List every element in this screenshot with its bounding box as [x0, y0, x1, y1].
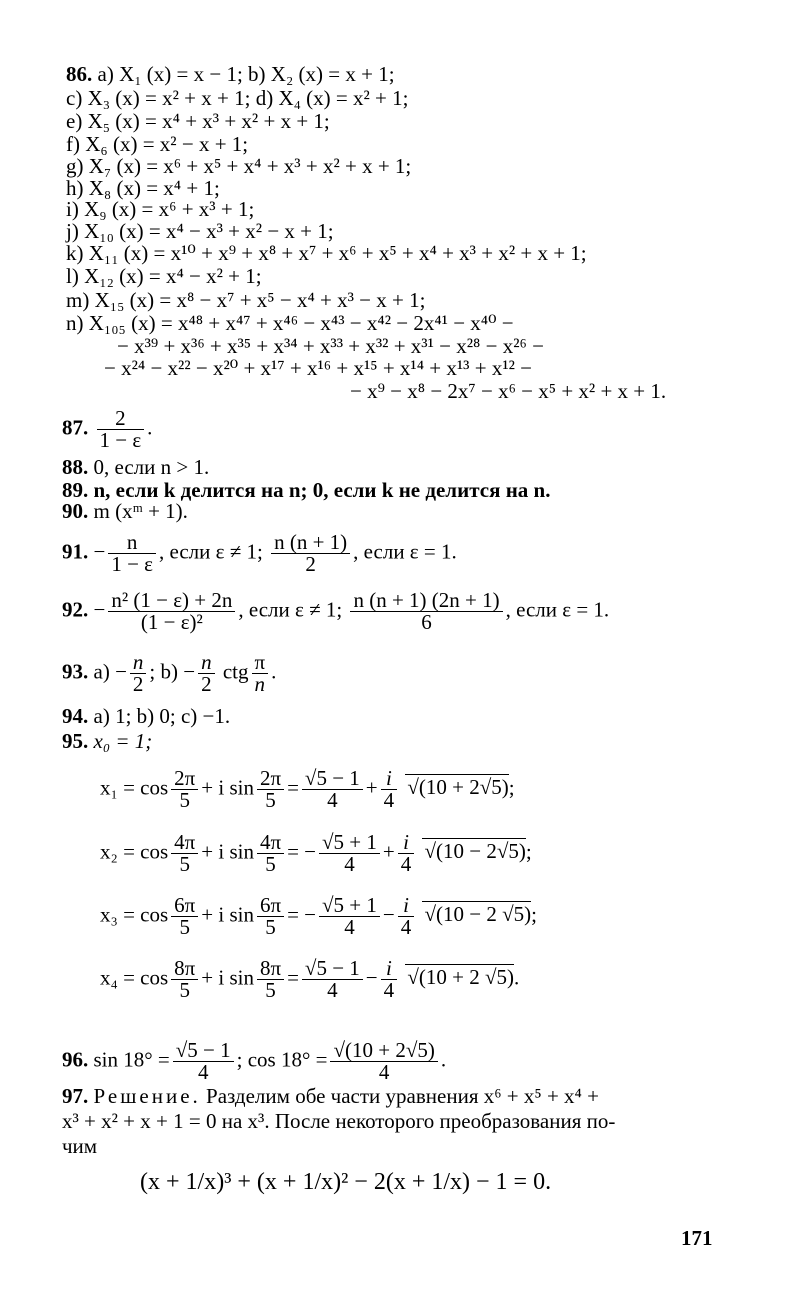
answer-line: j) X₁₀ (x) = x⁴ − x³ + x² − x + 1;	[66, 219, 334, 243]
fraction: $\frac{\pi}{n}$	[252, 652, 269, 695]
problem-number: 93.	[62, 659, 89, 684]
problem-97: 97. Решение. Разделим обе части уравнения x⁶ + x⁵ + x⁴ +	[62, 1084, 599, 1108]
fraction: $\frac{n (n + 1)}{2}$	[271, 532, 350, 575]
answer-line: − x²⁴ − x²² − x²⁰ + x¹⁷ + x¹⁶ + x¹⁵ + x¹⁴ + x¹³ + x¹² −	[104, 356, 533, 380]
answer-line: c) X₃ (x) = x² + x + 1; d) X₄ (x) = x² + 1;	[66, 86, 409, 110]
problem-88	[62, 457, 209, 478]
answer-line: i) X₉ (x) = x⁶ + x³ + 1;	[66, 197, 255, 221]
problem-number: 88.	[62, 455, 89, 479]
problem-number: 90.	[62, 499, 89, 523]
answer-line: − x³⁹ + x³⁶ + x³⁵ + x³⁴ + x³³ + x³² + x³¹ − x²⁸ − x²⁶ −	[117, 334, 544, 358]
root-x2: x₂ = cos $\frac{4\pi}{5}$ + i sin $\frac{4\pi}{5}$ = − $\frac{√5 + 1}{4}$ + $\frac{i}{4}$ √(10 − 2√5);	[100, 830, 532, 876]
solution-text: чим	[62, 1134, 98, 1158]
equation: (x + 1/x)³ + (x + 1/x)² − 2(x + 1/x) − 1 = 0.	[140, 1169, 552, 1195]
fraction: $\frac{n}{2}$	[198, 652, 215, 695]
answer-line: − x⁹ − x⁸ − 2x⁷ − x⁶ − x⁵ + x² + x + 1.	[350, 379, 667, 403]
problem-number: 91.	[62, 539, 89, 564]
solution-heading: Решение.	[93, 1084, 201, 1108]
answer-line: m) X₁₅ (x) = x⁸ − x⁷ + x⁵ − x⁴ + x³ − x + 1;	[66, 288, 426, 312]
problem-87: 87. $\frac{2}{1 - \varepsilon}$ .	[62, 406, 153, 452]
problem-number: 86.	[66, 62, 93, 86]
fraction: $\frac{\text{n² (1 − ε) + 2n}}{\text{(1 − ε)²}}$	[108, 590, 235, 633]
answer-line: a) X₁ (x) = x − 1; b) X₂ (x) = x + 1;	[97, 62, 395, 86]
root-x0: x₀ = 1;	[93, 729, 153, 753]
answer-line: f) X₆ (x) = x² − x + 1;	[66, 132, 249, 156]
problem-92: 92. − $\frac{\text{n² (1 − ε) + 2n}}{\text{(1 − ε)²}}$ , если ε ≠ 1; $\frac{n (n + 1) (2n + 1)}{6}$ , если ε = 1.	[62, 588, 610, 634]
answer-line: n) X₁₀₅ (x) = x⁴⁸ + x⁴⁷ + x⁴⁶ − x⁴³ − x⁴² − 2x⁴¹ − x⁴⁰ −	[66, 311, 514, 335]
problem-90	[62, 501, 188, 522]
answer-line: e) X₅ (x) = x⁴ + x³ + x² + x + 1;	[66, 109, 330, 133]
problem-91: 91. − $\frac{n}{1 - \varepsilon}$ , если ε ≠ 1; $\frac{n (n + 1)}{2}$ , если ε = 1.	[62, 530, 457, 576]
fraction: $\frac{n (n + 1) (2n + 1)}{6}$	[350, 590, 502, 633]
problem-number: 87.	[62, 415, 89, 440]
answer-text: a) 1; b) 0; c) −1.	[93, 704, 231, 728]
fraction: $\frac{n}{1 - \varepsilon}$	[108, 532, 156, 575]
root-x4: x₄ = cos $\frac{8\pi}{5}$ + i sin $\frac{8\pi}{5}$ = $\frac{√5 - 1}{4}$ − $\frac{i}{4}$ √(10 + 2 √5).	[100, 956, 520, 1002]
answer-line: k) X₁₁ (x) = x¹⁰ + x⁹ + x⁸ + x⁷ + x⁶ + x⁵ + x⁴ + x³ + x² + x + 1;	[66, 241, 587, 265]
problem-number: 89.	[62, 478, 89, 502]
fraction: $\frac{2}{1 - \varepsilon}$	[97, 408, 145, 451]
problem-number: 95.	[62, 729, 89, 753]
root-x1: x₁ = cos $\frac{2\pi}{5}$ + i sin $\frac{2\pi}{5}$ = $\frac{√5 - 1}{4}$ + $\frac{i}{4}$ √(10 + 2√5);	[100, 766, 515, 812]
answer-line: g) X₇ (x) = x⁶ + x⁵ + x⁴ + x³ + x² + x + 1;	[66, 154, 412, 178]
problem-89	[62, 480, 550, 501]
answer-text: m (xᵐ + 1).	[93, 499, 188, 523]
answer-text: n, если k делится на n; 0, если k не делится на n.	[93, 478, 551, 502]
answer-line: h) X₈ (x) = x⁴ + 1;	[66, 176, 220, 200]
problem-94	[62, 706, 230, 727]
solution-text: x³ + x² + x + 1 = 0 на x³. После некоторого преобразования по-	[62, 1109, 616, 1133]
problem-95	[62, 731, 152, 752]
page-number: 171	[681, 1226, 713, 1250]
fraction: $\frac{n}{2}$	[130, 652, 147, 695]
problem-number: 97.	[62, 1084, 89, 1108]
answer-line: l) X₁₂ (x) = x⁴ − x² + 1;	[66, 264, 262, 288]
problem-number: 96.	[62, 1047, 89, 1072]
problem-86	[66, 64, 395, 85]
root-x3: x₃ = cos $\frac{6\pi}{5}$ + i sin $\frac{6\pi}{5}$ = − $\frac{√5 + 1}{4}$ − $\frac{i}{4}$ √(10 − 2 √5);	[100, 893, 537, 939]
answer-text: 0, если n > 1.	[93, 455, 210, 479]
problem-93: 93. a) − $\frac{n}{2}$ ; b) − $\frac{n}{2}$ ctg $\frac{\pi}{n}$ .	[62, 650, 277, 696]
problem-96: 96. sin 18° = $\frac{√5 - 1}{4}$ ; cos 18° = $\frac{√(10 + 2√5)}{4}$ .	[62, 1038, 447, 1084]
problem-number: 94.	[62, 704, 89, 728]
problem-number: 92.	[62, 597, 89, 622]
